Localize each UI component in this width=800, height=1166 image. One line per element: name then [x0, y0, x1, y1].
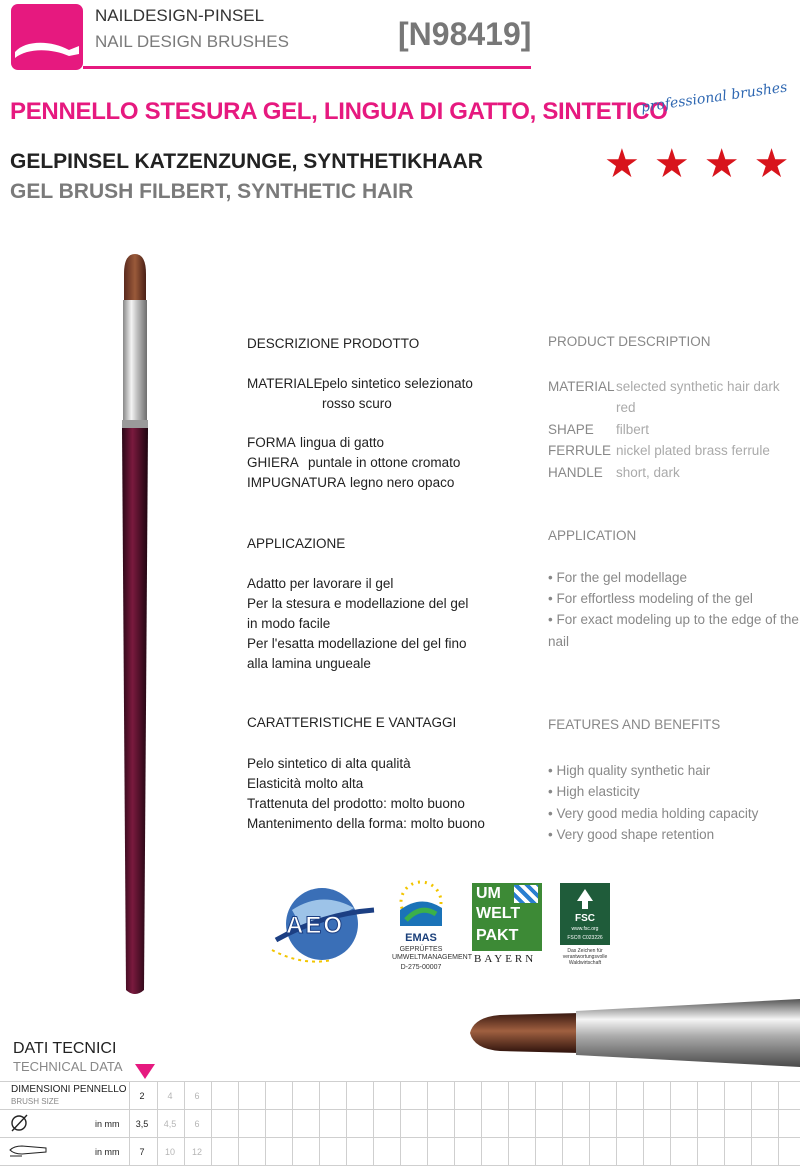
- size-value: 4: [167, 1091, 173, 1101]
- brand-logo: [11, 4, 83, 70]
- en-handle-key: HANDLE: [548, 465, 603, 480]
- table-grid-line: [238, 1081, 239, 1165]
- emas-sub2: UMWELTMANAGEMENT: [392, 954, 472, 961]
- table-grid-line: [184, 1081, 185, 1165]
- table-grid-line: [616, 1081, 617, 1165]
- diameter-value: 3,5: [135, 1119, 149, 1129]
- table-grid-line: [751, 1081, 752, 1165]
- size-label: DIMENSIONI PENNELLO: [11, 1084, 127, 1095]
- it-material-value-2: rosso scuro: [322, 396, 392, 411]
- diameter-value: 6: [194, 1119, 200, 1129]
- it-feature-line: Pelo sintetico di alta qualità: [247, 756, 411, 771]
- it-material-key: MATERIALE: [247, 376, 323, 391]
- en-desc-title: PRODUCT DESCRIPTION: [548, 334, 711, 349]
- selected-size-marker-icon: [135, 1064, 155, 1079]
- en-feature-line: • Very good media holding capacity: [548, 806, 759, 821]
- emas-logo: [392, 880, 472, 975]
- en-features-title: FEATURES AND BENEFITS: [548, 717, 721, 732]
- tech-title-en: TECHNICAL DATA: [13, 1059, 123, 1074]
- tech-table: [0, 1081, 800, 1166]
- tech-title-it: DATI TECNICI: [13, 1040, 117, 1057]
- it-shape-value: lingua di gatto: [300, 435, 385, 450]
- emas-code: D-275-00007: [400, 964, 442, 971]
- it-ferrule-key: GHIERA: [247, 455, 299, 470]
- en-handle-value: short, dark: [616, 465, 680, 480]
- umweltpakt-line3: PAKT: [476, 927, 519, 944]
- brush-vertical-image: [100, 250, 170, 1000]
- fsc-sub2: verantwortungsvolle: [562, 954, 608, 960]
- size-label-en: BRUSH SIZE: [11, 1097, 60, 1106]
- it-ferrule-value: puntale in ottone cromato: [308, 455, 461, 470]
- it-application-line: Per la stesura e modellazione del gel: [247, 596, 469, 611]
- emas-text: EMAS: [405, 932, 437, 944]
- it-application-title: APPLICAZIONE: [247, 536, 346, 551]
- it-desc-title: DESCRIZIONE PRODOTTO: [247, 336, 420, 351]
- table-grid-line: [697, 1081, 698, 1165]
- it-application-line: in modo facile: [247, 616, 331, 631]
- it-feature-line: Trattenuta del prodotto: molto buono: [247, 796, 465, 811]
- table-grid-line: [265, 1081, 266, 1165]
- it-handle-key: IMPUGNATURA: [247, 475, 346, 490]
- en-material-value-2: red: [616, 400, 636, 415]
- en-application-line: • For exact modeling up to the edge of the: [548, 612, 799, 627]
- length-value: 10: [164, 1147, 175, 1157]
- table-grid-line: [643, 1081, 644, 1165]
- emas-sub1: GEPRÜFTES: [399, 946, 443, 953]
- diameter-unit: in mm: [95, 1119, 120, 1129]
- table-grid-line: [670, 1081, 671, 1165]
- star-icon: ★: [753, 142, 790, 186]
- fsc-sub1: Das Zeichen für: [567, 948, 603, 954]
- en-feature-line: • High quality synthetic hair: [548, 763, 711, 778]
- fsc-logo: [560, 883, 610, 967]
- fsc-url: www.fsc.org: [571, 926, 599, 932]
- header-divider: [83, 66, 531, 69]
- table-grid-line: [292, 1081, 293, 1165]
- fsc-text: FSC: [575, 913, 595, 924]
- tagline: professional brushes: [640, 79, 789, 116]
- en-application-line: nail: [548, 634, 570, 649]
- en-material-value: selected synthetic hair dark: [616, 379, 780, 394]
- en-application-line: • For effortless modeling of the gel: [548, 591, 753, 606]
- table-grid-line: [373, 1081, 374, 1165]
- en-shape-value: filbert: [616, 422, 650, 437]
- umweltpakt-logo: [472, 883, 544, 967]
- bayern-text: BAYERN: [474, 953, 537, 965]
- aeo-logo: [262, 880, 382, 970]
- it-application-line: Adatto per lavorare il gel: [247, 576, 394, 591]
- length-brush-icon: [8, 1143, 48, 1157]
- it-handle-value: legno nero opaco: [350, 475, 455, 490]
- star-icon: ★: [604, 142, 640, 186]
- it-features-title: CARATTERISTICHE E VANTAGGI: [247, 715, 457, 730]
- title-english: GEL BRUSH FILBERT, SYNTHETIC HAIR: [10, 180, 414, 203]
- product-code: [N98419]: [398, 16, 532, 52]
- umweltpakt-line2: WELT: [476, 905, 521, 922]
- table-grid-line: [562, 1081, 563, 1165]
- table-grid-line: [346, 1081, 347, 1165]
- table-grid-line: [211, 1081, 212, 1165]
- table-grid-line: [508, 1081, 509, 1165]
- it-feature-line: Mantenimento della forma: molto buono: [247, 816, 485, 831]
- length-unit: in mm: [95, 1147, 120, 1157]
- emas-stars-icon: [392, 880, 450, 932]
- category-en: NAIL DESIGN BRUSHES: [95, 32, 289, 51]
- fsc-sub3: Waldwirtschaft: [568, 960, 602, 966]
- size-value: 2: [139, 1091, 145, 1101]
- it-application-line: alla lamina ungueale: [247, 656, 371, 671]
- diameter-icon: [10, 1114, 30, 1132]
- table-grid-line: [724, 1081, 725, 1165]
- table-grid-line: [589, 1081, 590, 1165]
- it-application-line: Per l'esatta modellazione del gel fino: [247, 636, 467, 651]
- star-icon: ★: [703, 142, 740, 186]
- umweltpakt-line1: UM: [476, 885, 501, 902]
- en-ferrule-key: FERRULE: [548, 443, 612, 458]
- table-grid-line: [157, 1081, 158, 1165]
- table-grid-line: [481, 1081, 482, 1165]
- en-material-key: MATERIAL: [548, 379, 615, 394]
- diameter-value: 4,5: [163, 1119, 177, 1129]
- en-application-title: APPLICATION: [548, 528, 637, 543]
- aeo-text: AEO: [286, 912, 345, 939]
- it-material-value: pelo sintetico selezionato: [322, 376, 473, 391]
- category-de: NAILDESIGN-PINSEL: [95, 6, 265, 25]
- it-feature-line: Elasticità molto alta: [247, 776, 364, 791]
- it-shape-key: FORMA: [247, 435, 296, 450]
- en-ferrule-value: nickel plated brass ferrule: [616, 443, 770, 458]
- table-grid-line: [454, 1081, 455, 1165]
- size-value: 6: [194, 1091, 200, 1101]
- en-feature-line: • High elasticity: [548, 784, 640, 799]
- star-icon: ★: [653, 142, 690, 186]
- rating-stars: [604, 142, 789, 186]
- title-german: GELPINSEL KATZENZUNGE, SYNTHETIKHAAR: [10, 150, 483, 173]
- fsc-tree-icon: [573, 887, 597, 911]
- brush-logo-icon: [11, 4, 83, 70]
- fsc-code: FSC® C023226: [567, 935, 603, 941]
- table-grid-line: [319, 1081, 320, 1165]
- table-grid-line: [427, 1081, 428, 1165]
- en-application-line: • For the gel modellage: [548, 570, 688, 585]
- en-feature-line: • Very good shape retention: [548, 827, 715, 842]
- bavaria-flag-icon: [514, 885, 538, 903]
- table-grid-line: [400, 1081, 401, 1165]
- length-value: 12: [191, 1147, 202, 1157]
- length-value: 7: [139, 1147, 145, 1157]
- en-shape-key: SHAPE: [548, 422, 594, 437]
- table-grid-line: [129, 1081, 130, 1165]
- table-grid-line: [535, 1081, 536, 1165]
- brush-tip-closeup-image: [470, 995, 800, 1071]
- table-grid-line: [778, 1081, 779, 1165]
- title-italian: PENNELLO STESURA GEL, LINGUA DI GATTO, SINTETICO: [10, 98, 668, 125]
